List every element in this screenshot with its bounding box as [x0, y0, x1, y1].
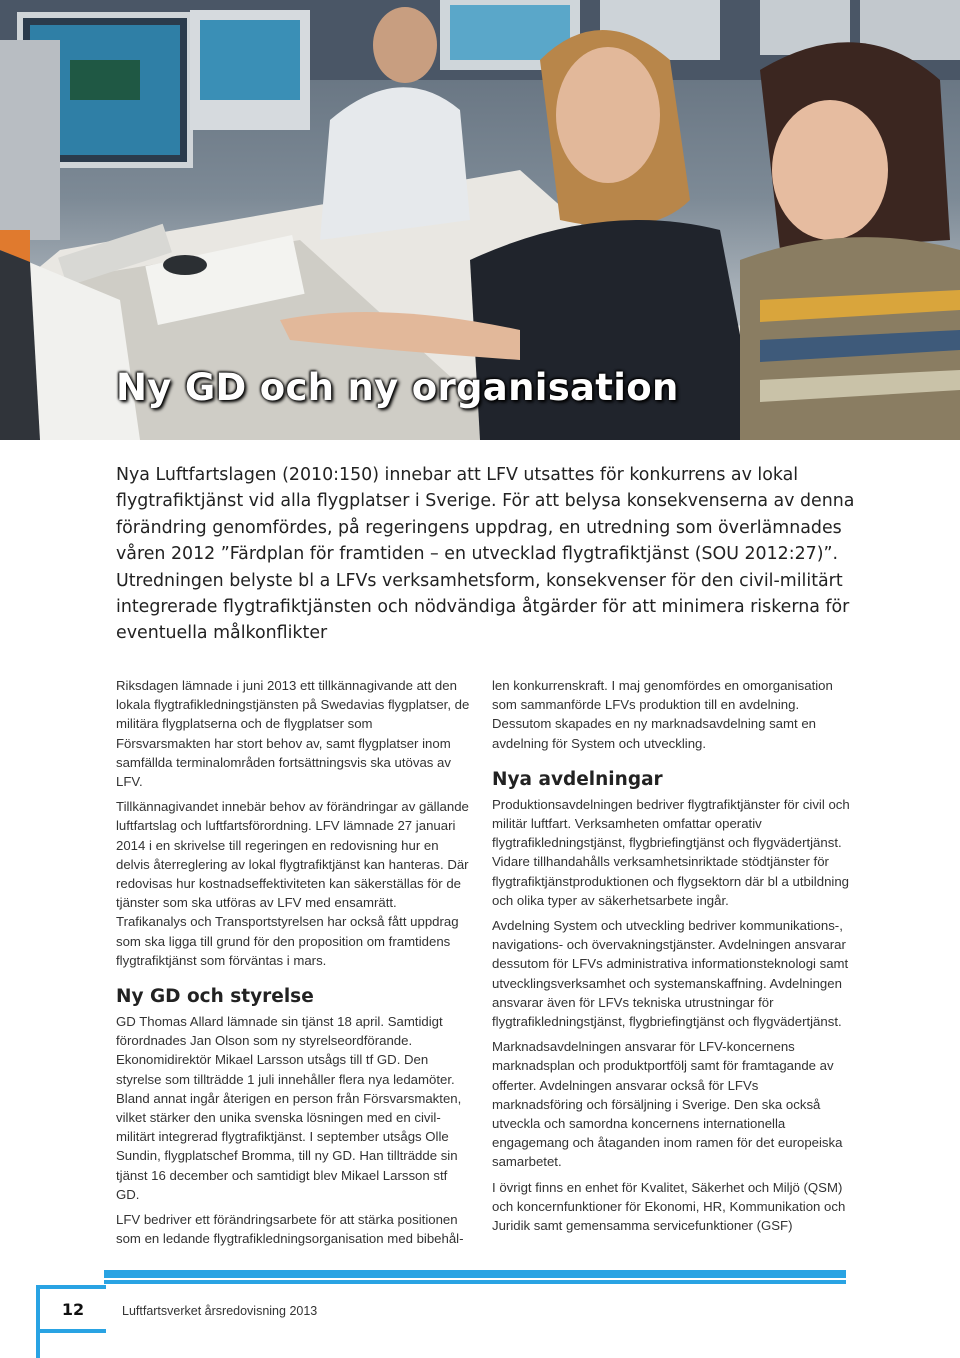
right-paragraph-1: len konkurrenskraft. I maj genomfördes en omorganisation som sammanförde LFVs produktion till en avdelning. Dessutom skapades en ny marknadsavdelning samt en avdelning för System och utveckling. — [492, 678, 833, 751]
page-number: 12 — [61, 1299, 85, 1319]
left-paragraph-1: Riksdagen lämnade i juni 2013 ett tillkännagivande att den lokala flygtrafikledningstjänsten på Swedavias flygplatser, de militära flygplatserna och de flygplatser som Försvarsmakten har stort behov av, samt flygplatser inom samfällda terminalområden fortsättningsvis ska utövas av LFV. — [116, 678, 470, 790]
footer-stripe-top — [104, 1270, 846, 1278]
page-box-line — [36, 1328, 40, 1358]
hero-photo — [0, 0, 960, 440]
footer-stripes — [104, 1270, 846, 1292]
right-paragraph-5: I övrigt finns en enhet för Kvalitet, Säkerhet och Miljö (QSM) och koncernfunktioner för Ekonomi, HR, Kommunikation och Juridik samt gemensamma servicefunktioner (GSF) — [492, 1179, 846, 1234]
left-paragraph-3: GD Thomas Allard lämnade sin tjänst 18 april. Samtidigt förordnades Jan Olson som ny styrelseordförande. Ekonomidirektör Mikael Larsson utsågs till tf GD. Den styrelse som tillträdde 1 juli innehåller flera nya ledamöter. Bland annat ingår återigen en person från Försvarsmakten, vilket stärker den unika svenska lösningen med en civil-militärt integrerad flygtrafiktjänst. I september utsågs Olle Sundin, flygplatschef Bromma, till ny GD. Han tillträdde sin tjänst 16 december och samtidigt blev Mikael Larsson stf GD. — [116, 1014, 462, 1202]
page-number-box — [36, 1285, 106, 1333]
section-heading-gd: Ny GD och styrelse — [116, 986, 314, 1008]
right-paragraph-3: Avdelning System och utveckling bedriver kommunikations-, navigations- och övervakningstjänster. Avdelningen ansvarar dessutom för LFVs administrativa informationsteknologi samt utvecklingsverksamhet och systemanskaffning. Avdelningen ansvarar även för LFVs tekniska utrustningar för flygtrafikledningstjänst, flygbriefingtjänst och flygvädertjänst. — [492, 918, 849, 1030]
right-paragraph-2: Produktionsavdelningen bedriver flygtrafiktjänster för civil och militär luftfart. Verksamheten omfattar operativ flygtrafikledningstjänst, flygbriefingtjänst och flygvädertjänst. Vidare tillhandahålls verksamhetsinriktade stödtjänster för flygtrafiktjänstproduktionen och flygsektorn där bl a utbildning och olika typer av säkerhetsarbete ingår. — [492, 796, 850, 908]
intro-paragraph: Nya Luftfartslagen (2010:150) innebar att LFV utsattes för konkurrens av lokal flygtrafiktjänst vid alla flygplatser i Sverige. För att belysa konsekvenserna av denna förändring genomfördes, på regeringens uppdrag, en utredning som överlämnades våren 2012 ”Färdplan för framtiden – en utvecklad flygtrafiktjänst (SOU 2012:27)”. Utredningen belyste bl a LFVs verksamhetsform, konsekvenser för den civil-militärt integrerade flygtrafiktjänsten och nödvändiga åtgärder för att minimera riskerna för eventuella målkonflikter — [116, 465, 855, 644]
left-paragraph-2: Tillkännagivandet innebär behov av förändringar av gällande luftfartslag och luftfartsförordning. LFV lämnade 27 januari 2014 i en skrivelse till regeringen en redovisning hur en delvis återreglering av lokal flygtrafiktjänst kan hanteras. Där redovisas hur kostnadseffektiviteten kan säkerställas för de tjänster som ska utföras av LFV med ensamrätt. Trafikanalys och Transportstyrelsen har också fått uppdrag som ska ligga till grund för den proposition om framtidens flygtrafiktjänst som förväntas i mars. — [116, 799, 469, 968]
right-column — [492, 676, 850, 1241]
right-paragraph-4: Marknadsavdelningen ansvarar för LFV-koncernens marknadsplan och produktportfölj samt för framtagande av offerter. Avdelningen ansvarar också för LFVs marknadsföring och försäljning i Sverige. Den ska också utveckla och samordna koncernens internationella engagemang och åtaganden inom ramen för det europeiska samarbetet. — [492, 1039, 843, 1170]
left-column — [116, 676, 470, 1254]
footer-stripe-bottom — [104, 1280, 846, 1284]
left-paragraph-4: LFV bedriver ett förändringsarbete för att stärka positionen som en ledande flygtrafikledningsorganisation med bibehål- — [116, 1212, 464, 1247]
page-title: Ny GD och ny organisation — [116, 366, 679, 409]
publication-title: Luftfartsverket årsredovisning 2013 — [122, 1304, 318, 1318]
section-heading-avdelningar: Nya avdelningar — [492, 768, 663, 790]
